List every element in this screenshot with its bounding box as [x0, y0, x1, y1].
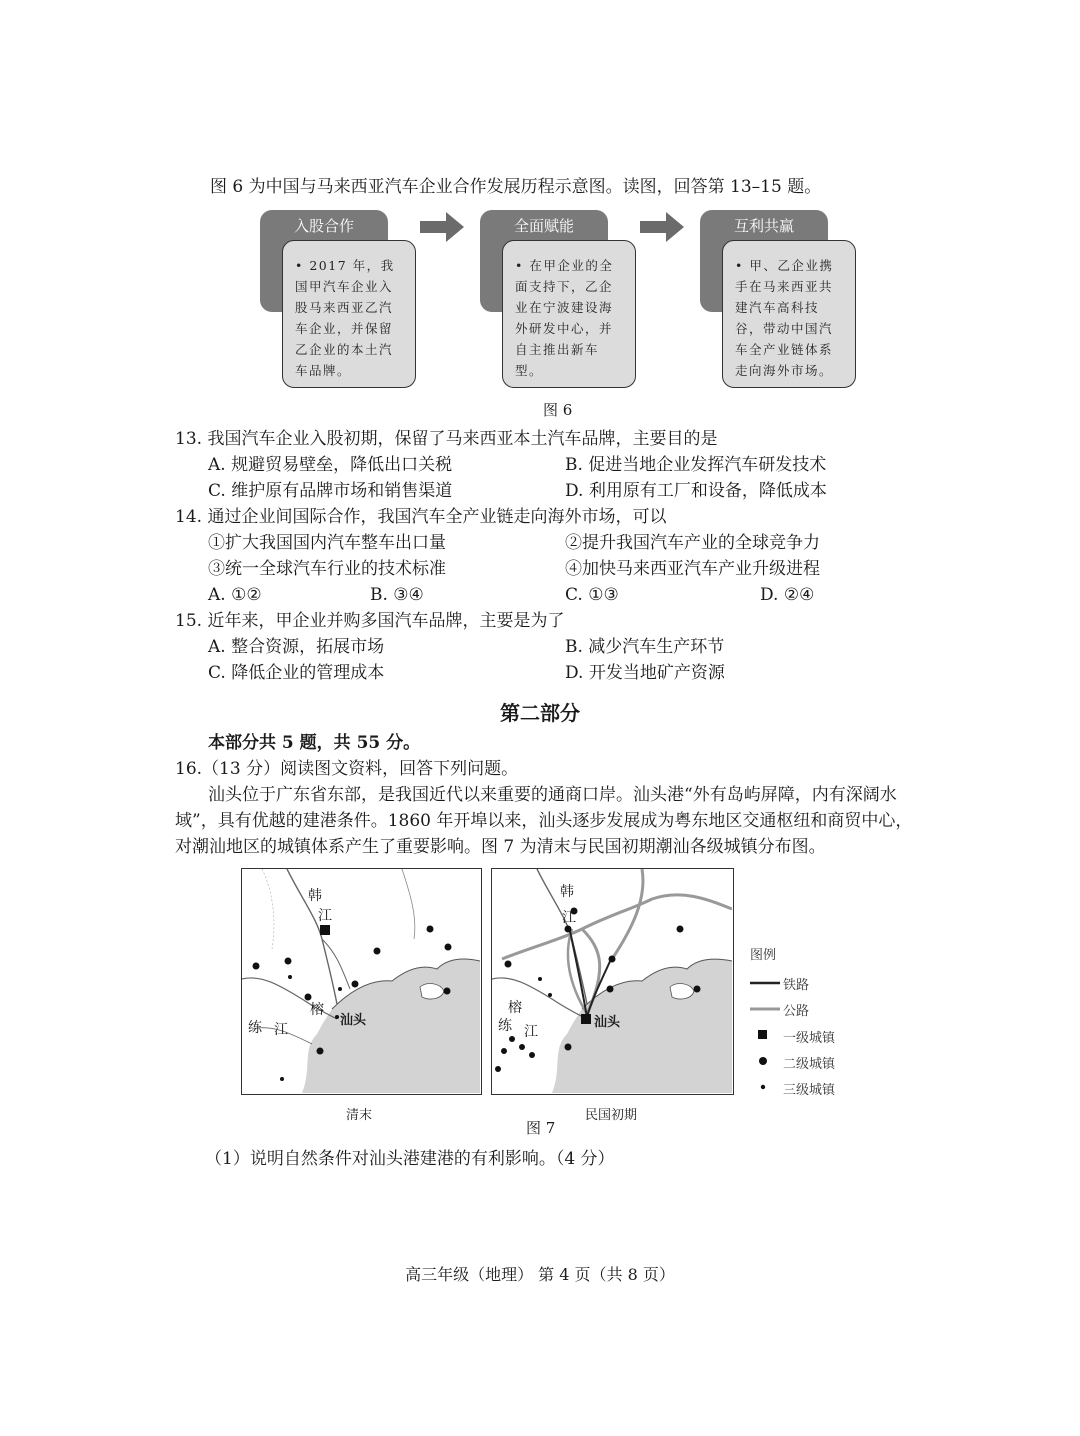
- map-right-label-rong: 榕: [508, 1000, 522, 1016]
- level2-town-legend-icon: [758, 1056, 768, 1066]
- map-late-qing: [241, 868, 482, 1095]
- legend-railway: 铁路: [783, 978, 810, 993]
- q14-statement-4: ④加快马来西亚汽车产业升级进程: [565, 559, 820, 579]
- q13-option-b: B. 促进当地企业发挥汽车研发技术: [565, 455, 827, 475]
- q14-statement-3: ③统一全球汽车行业的技术标准: [208, 559, 446, 579]
- flow-stage-3: [700, 210, 860, 392]
- map-right-label-jiang: 江: [562, 910, 576, 926]
- legend-level1: 一级城镇: [783, 1031, 836, 1046]
- legend-level2: 二级城镇: [783, 1057, 836, 1072]
- q15-option-b: B. 减少汽车生产环节: [565, 637, 725, 657]
- flow-stage-2-title: 全面赋能: [513, 217, 574, 235]
- part2-note: 本部分共 5 题，共 55 分。: [208, 733, 421, 753]
- q15-option-a: A. 整合资源，拓展市场: [208, 637, 385, 657]
- legend-road: 公路: [783, 1004, 810, 1019]
- map-label-jiang: 江: [318, 908, 332, 924]
- q14-statement-2: ②提升我国汽车产业的全球竞争力: [565, 533, 820, 553]
- fig7-caption: 图 7: [526, 1119, 556, 1137]
- map-right-label-shantou: 汕头: [594, 1015, 621, 1030]
- map-label-jiang2: 江: [274, 1022, 288, 1038]
- q16-paragraph-line-2: 域”，具有优越的建港条件。1860 年开埠以来，汕头逐步发展成为粤东地区交通枢纽和商贸中心，: [175, 811, 913, 831]
- flow-stage-3-title: 互利共赢: [733, 217, 794, 235]
- intro-text: 图 6 为中国与马来西亚汽车企业合作发展历程示意图。读图，回答第 13–15 题。: [210, 177, 822, 197]
- page-footer: 高三年级（地理） 第 4 页（共 8 页）: [405, 1265, 675, 1284]
- flow-stage-3-text: • 甲、乙企业携手在马来西亚共建汽车高科技谷，带动中国汽车全产业链体系走向海外市场。: [722, 240, 856, 388]
- q16-paragraph-line-1: 汕头位于广东省东部，是我国近代以来重要的通商口岸。汕头港“外有岛屿屏障，内有深阔水: [208, 785, 897, 805]
- q16-subquestion-1: （1）说明自然条件对汕头港建港的有利影响。（4 分）: [205, 1149, 615, 1169]
- arrow-right-icon: [640, 212, 684, 242]
- q14-option-d: D. ②④: [760, 585, 815, 605]
- q14-option-c: C. ①③: [565, 585, 619, 605]
- flow-stage-1-title: 入股合作: [293, 217, 354, 235]
- map-label-lian: 练: [248, 1020, 262, 1036]
- road-legend-icon: [750, 1004, 780, 1014]
- legend-level3: 三级城镇: [783, 1083, 836, 1098]
- map-early-republic: [491, 868, 734, 1095]
- map-label-rong: 榕: [310, 1002, 324, 1018]
- q13-option-a: A. 规避贸易壁垒，降低出口关税: [208, 455, 453, 475]
- railway-legend-icon: [750, 978, 780, 988]
- q15-option-d: D. 开发当地矿产资源: [565, 663, 725, 683]
- fig6-caption: 图 6: [543, 401, 573, 419]
- legend-title: 图例: [750, 948, 777, 963]
- map-right-caption: 民国初期: [585, 1108, 638, 1123]
- arrow-right-icon: [420, 212, 464, 242]
- q15-stem: 15. 近年来，甲企业并购多国汽车品牌，主要是为了: [175, 611, 565, 631]
- q15-option-c: C. 降低企业的管理成本: [208, 663, 385, 683]
- level3-town-legend-icon: [758, 1082, 768, 1092]
- map-label-shantou: 汕头: [340, 1013, 367, 1028]
- q13-stem: 13. 我国汽车企业入股初期，保留了马来西亚本土汽车品牌，主要目的是: [175, 429, 718, 449]
- q13-option-d: D. 利用原有工厂和设备，降低成本: [565, 481, 827, 501]
- map-left-caption: 清末: [346, 1108, 373, 1123]
- q14-statement-1: ①扩大我国国内汽车整车出口量: [208, 533, 446, 553]
- map-label-han: 韩: [308, 888, 322, 904]
- map-right-label-han: 韩: [560, 884, 574, 900]
- q13-option-c: C. 维护原有品牌市场和销售渠道: [208, 481, 453, 501]
- q16-paragraph-line-3: 对潮汕地区的城镇体系产生了重要影响。图 7 为清末与民国初期潮汕各级城镇分布图。: [175, 837, 826, 857]
- q14-option-b: B. ③④: [370, 585, 424, 605]
- map-right-label-lian: 练: [498, 1018, 512, 1034]
- flow-stage-2: [480, 210, 640, 392]
- level1-town-legend-icon: [758, 1030, 768, 1040]
- map-right-label-jiang2: 江: [524, 1024, 538, 1040]
- q14-stem: 14. 通过企业间国际合作，我国汽车全产业链走向海外市场，可以: [175, 507, 667, 527]
- flow-stage-1-text: • 2017 年，我国甲汽车企业入股马来西亚乙汽车企业，并保留乙企业的本土汽车品牌。: [282, 240, 416, 388]
- flow-stage-1: [260, 210, 420, 392]
- part2-title: 第二部分: [500, 701, 580, 725]
- flow-stage-2-text: • 在甲企业的全面支持下，乙企业在宁波建设海外研发中心，并自主推出新车型。: [502, 240, 636, 388]
- q16-stem: 16.（13 分）阅读图文资料，回答下列问题。: [175, 759, 519, 779]
- q14-option-a: A. ①②: [208, 585, 262, 605]
